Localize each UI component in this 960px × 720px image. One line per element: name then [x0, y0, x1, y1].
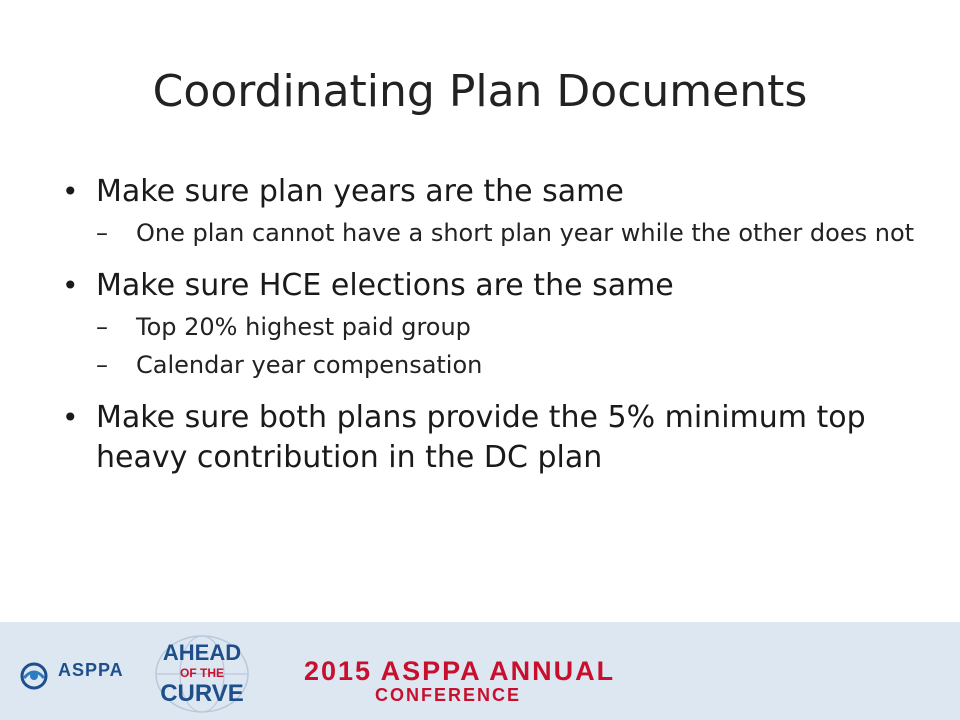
bullet-dot: • — [62, 175, 79, 208]
bullet-text: Make sure both plans provide the 5% minimum top heavy contribution in the DC plan — [96, 400, 866, 475]
sub-bullet-text: Top 20% highest paid group — [136, 313, 471, 341]
sub-bullet-text: One plan cannot have a short plan year while the other does not — [136, 219, 915, 247]
dash-marker: – — [96, 219, 108, 247]
asppa-logo-text: ASPPA — [58, 660, 124, 680]
slide-title: Coordinating Plan Documents — [152, 66, 808, 117]
sub-bullet — [60, 312, 916, 342]
bullet-2 — [60, 266, 900, 306]
sub-bullet — [60, 218, 916, 248]
dash-marker: – — [96, 351, 108, 379]
sub-bullet-text: Calendar year compensation — [136, 351, 483, 379]
ahead-of-the-curve-logo — [152, 632, 252, 714]
of-the-text: OF THE — [180, 666, 224, 680]
bullet-text: Make sure HCE elections are the same — [96, 268, 674, 303]
sub-bullet — [60, 350, 916, 380]
conference-title: 2015 ASPPA ANNUAL — [304, 656, 616, 686]
bullet-text: Make sure plan years are the same — [96, 174, 624, 209]
curve-text: CURVE — [160, 680, 244, 707]
slide-body — [60, 172, 915, 484]
bullet-dot: • — [62, 269, 79, 302]
bullet-1 — [60, 172, 900, 212]
conference-subtitle: CONFERENCE — [375, 685, 522, 705]
bullet-3 — [60, 398, 900, 478]
dash-marker: – — [96, 313, 108, 341]
ahead-text: AHEAD — [162, 640, 242, 665]
bullet-dot: • — [62, 401, 79, 434]
